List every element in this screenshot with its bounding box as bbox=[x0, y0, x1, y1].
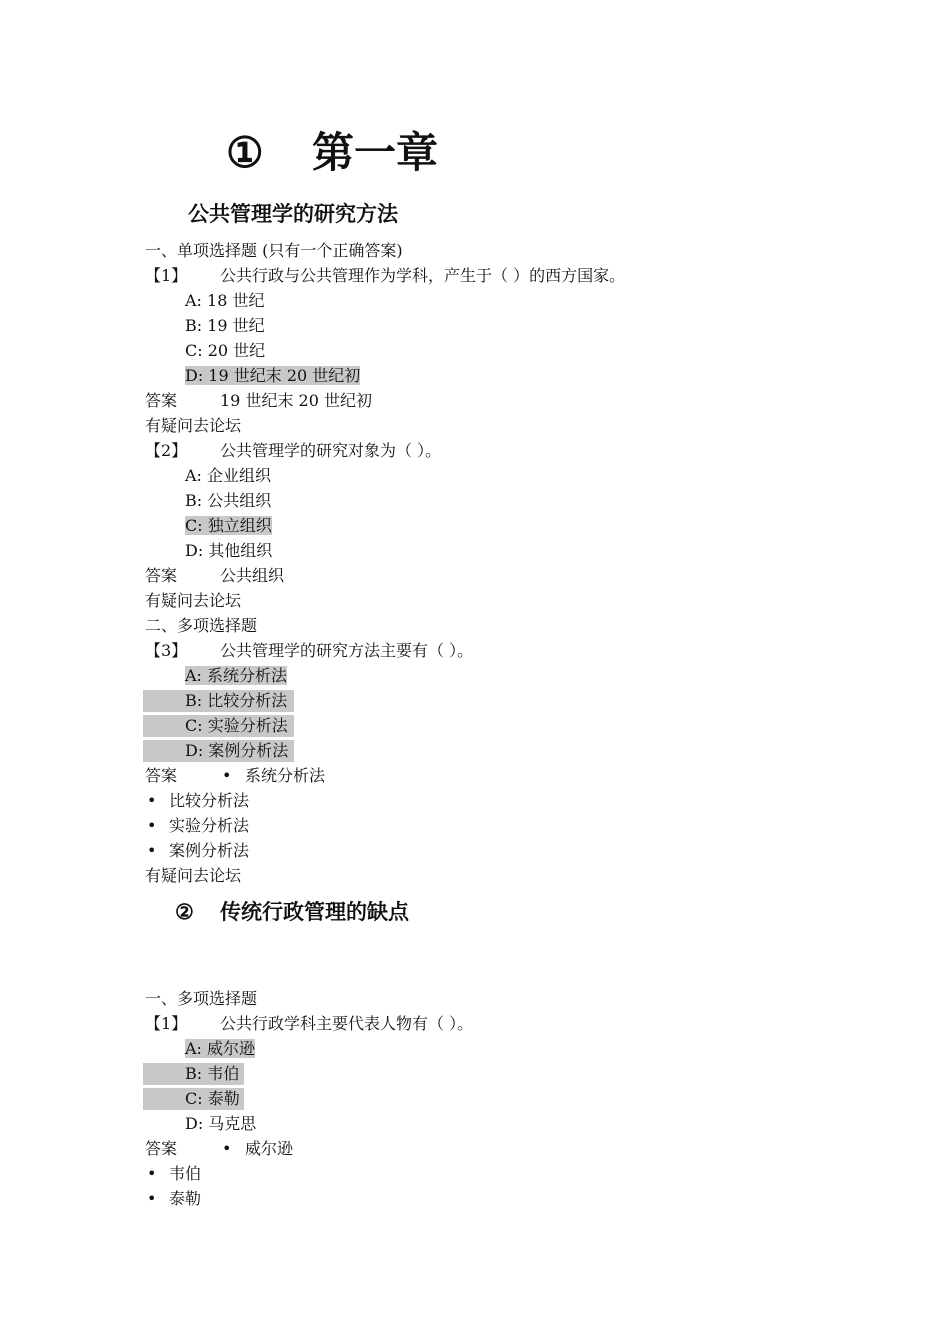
answer-label: 答案 bbox=[145, 391, 178, 410]
option-b: B: 公共组织 bbox=[185, 491, 272, 510]
option-d: D: 马克思 bbox=[185, 1114, 257, 1133]
bullet-icon: • bbox=[147, 841, 157, 860]
option-b-selected: B: 比较分析法 bbox=[185, 691, 288, 710]
question-text: 公共管理学的研究对象为（ ）。 bbox=[220, 441, 442, 460]
answer-list-item: • 威尔逊 bbox=[222, 1139, 294, 1158]
option-c-selected: C: 独立组织 bbox=[185, 516, 272, 535]
option-a: A: 18 世纪 bbox=[185, 291, 265, 310]
answer-list-item: • 比较分析法 bbox=[147, 791, 250, 810]
answer-label: 答案 bbox=[145, 1139, 178, 1158]
option-b-selected: B: 韦伯 bbox=[185, 1064, 240, 1083]
answer-list-item: • 韦伯 bbox=[147, 1164, 202, 1183]
bullet-icon: • bbox=[147, 1164, 157, 1183]
section-title: 传统行政管理的缺点 bbox=[220, 899, 409, 924]
bullet-icon: • bbox=[147, 816, 157, 835]
option-c-selected: C: 泰勒 bbox=[185, 1089, 240, 1108]
answer-label: 答案 bbox=[145, 566, 178, 585]
answer-list-item: • 泰勒 bbox=[147, 1189, 202, 1208]
answer-value: 19 世纪末 20 世纪初 bbox=[220, 391, 372, 410]
option-a-selected: A: 系统分析法 bbox=[185, 666, 288, 685]
option-d-selected: D: 19 世纪末 20 世纪初 bbox=[185, 366, 361, 385]
option-d: D: 其他组织 bbox=[185, 541, 273, 560]
forum-link[interactable]: 有疑问去论坛 bbox=[145, 416, 242, 435]
chapter-title: 第一章 bbox=[312, 128, 439, 177]
section-marker: ② bbox=[175, 899, 194, 924]
answer-value: 公共组织 bbox=[220, 566, 285, 585]
option-d-selected: D: 案例分析法 bbox=[185, 741, 289, 760]
forum-link[interactable]: 有疑问去论坛 bbox=[145, 591, 242, 610]
bullet-icon: • bbox=[222, 766, 232, 785]
bullet-icon: • bbox=[147, 1189, 157, 1208]
bullet-icon: • bbox=[147, 791, 157, 810]
section-title: 公共管理学的研究方法 bbox=[188, 201, 398, 226]
answer-list-item: • 系统分析法 bbox=[222, 766, 326, 785]
option-a-selected: A: 威尔逊 bbox=[185, 1039, 256, 1058]
question-number: 【1】 bbox=[145, 1014, 188, 1033]
bullet-icon: • bbox=[222, 1139, 232, 1158]
question-number: 【3】 bbox=[145, 641, 188, 660]
option-c-selected: C: 实验分析法 bbox=[185, 716, 288, 735]
question-text: 公共管理学的研究方法主要有（ ）。 bbox=[220, 641, 474, 660]
multi-choice-label: 一、多项选择题 bbox=[145, 989, 258, 1008]
option-c: C: 20 世纪 bbox=[185, 341, 266, 360]
question-text: 公共行政与公共管理作为学科，产生于（ ）的西方国家。 bbox=[220, 266, 626, 285]
answer-list-item: • 实验分析法 bbox=[147, 816, 250, 835]
single-choice-label: 一、单项选择题 (只有一个正确答案) bbox=[145, 241, 403, 260]
option-b: B: 19 世纪 bbox=[185, 316, 265, 335]
multi-choice-label: 二、多项选择题 bbox=[145, 616, 258, 635]
question-number: 【2】 bbox=[145, 441, 188, 460]
question-number: 【1】 bbox=[145, 266, 188, 285]
answer-label: 答案 bbox=[145, 766, 178, 785]
question-text: 公共行政学科主要代表人物有（ ）。 bbox=[220, 1014, 474, 1033]
answer-list-item: • 案例分析法 bbox=[147, 841, 250, 860]
forum-link[interactable]: 有疑问去论坛 bbox=[145, 866, 242, 885]
option-a: A: 企业组织 bbox=[185, 466, 272, 485]
chapter-marker: ① bbox=[226, 128, 264, 177]
